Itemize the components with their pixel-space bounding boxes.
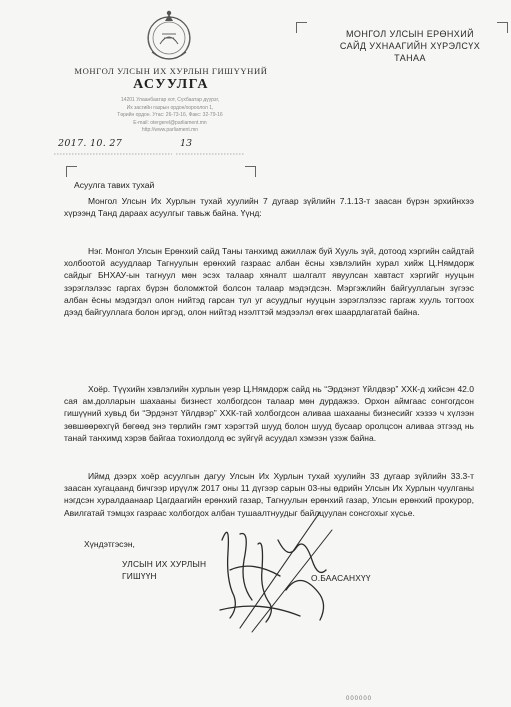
footer-mark: 000000 [346, 696, 373, 702]
org-name: МОНГОЛ УЛСЫН ИХ ХУРЛЫН ГИШҮҮНИЙ [74, 66, 268, 76]
contact-address-line: Их засгийн газрын ордон/хороолол 1, [126, 104, 214, 111]
contact-info [70, 97, 270, 135]
reference-date: 2017. 10. 27 [58, 138, 123, 149]
paragraph-first-question: Нэг. Монгол Улсын Ерөнхий сайд Таны танхимд ажиллаж буй Хууль зүй, дотоод хэргийн сайдтай холбоотой асуудлаар Тагнуулын ерөнхий газраас албан ёсны хэвлэлийн хурал хийж Ц.Нямдорж сайдыг БНХАУ-ын тагнуул мөн эсэх талаар хяналт шалгалт явуулсан хавтаст хэргийг нууцын зэрэглэлээс гаргах бүрэн боломжтой болсон талаар мэдэгдсэн. Мэргэжлийн байгууллагын зүгээс албан ёсны мэдэгдэл олон нийтэд гарсан тул уг асуудлыг нууцын зэрэглэлээс гаргаж хууль тогтоох дээд байгууллага болон иргэд, олон нийтэд нээлттэй мэдээлэл өгөх шаардлагатай байна. [64, 246, 474, 318]
subject-corner-mark [245, 166, 256, 177]
signatory-title-line: УЛСЫН ИХ ХУРЛЫН [122, 559, 207, 569]
signatory-title-line: ГИШҮҮН [122, 571, 157, 582]
contact-website-line: http://www.parliament.mn [141, 127, 199, 134]
paragraph-intro: Монгол Улсын Их Хурлын тухай хуулийн 7 дугаар зүйлийн 7.1.13-т заасан бүрэн эрхийнхээ хүрээнд Танд дараах асуулгыг тавьж байна. Үүнд: [64, 196, 474, 219]
document-type: АСУУЛГА [133, 77, 209, 92]
state-emblem-icon [142, 8, 196, 64]
paragraph-request: Иймд дээрх хоёр асуулгын дагуу Улсын Их Хурлын тухай хуулийн 33 дугаар зүйлийн 33.3-т заасан хугацаанд бичгээр ирүүлж 2017 оны 11 дүгээр сарын 03-ны өдрийн Улсын Их Хурлын чуулганы нэгдсэн хуралдаанаар Цагдаагийн ерөнхий газар, Тагнуулын ерөнхий газар, Улсын ерөнхий прокурор, Авилгатай тэмцэх газраас холбогдох албан тушаалтнуудыг байлцуулан сонсгохыг хүсье. [64, 471, 474, 518]
contact-address-line: 14201 Улаанбаатар хот, Сүхбаатар дүүрэг, [120, 97, 220, 103]
subject-corner-mark [66, 166, 77, 177]
recipient-line: ТАНАА [394, 53, 426, 64]
reference-number: 13 [180, 138, 193, 149]
signatory-title [122, 558, 206, 582]
recipient-line: САЙД УХНААГИЙН ХҮРЭЛСҮХ [339, 41, 481, 52]
paragraph-second-question: Хоёр. Түүхийн хэвлэлийн хурлын үеэр Ц.Нямдорж сайд нь “Эрдэнэт Үйлдвэр” ХХК-д хийсэн 42.0 сая ам.долларын шахааны бизнест холбогдсон талаар мөн дурдажээ. Орхон аймгаас сонгогдсон гишүүний хувьд би “Эрдэнэт Үйлдвэр” ХХК-тай холбогдсон аливаа шахааны бизнесийг хэзээ ч хүлээн зөвшөөрөхгүй бөгөөд энэ төрлийн гэмт хэрэгтэй шууд болон шууд бусаар оролцсон аливаа этгээд нь танай танхимд хэрэв байгаа тохиолдолд өс зүйгүй асуудал хэмээн үзэж байна. [64, 384, 474, 443]
address-corner-mark [296, 22, 307, 33]
recipient-block [312, 28, 508, 65]
signatory-name: О.БААСАНХҮҮ [311, 573, 371, 583]
contact-phone-line: Төрийн ордон. Утас: 26-73-16, Факс: 32-79-16 [117, 112, 223, 119]
contact-email-line: E-mail: otergerel@parliament.mn [133, 119, 207, 126]
recipient-line: МОНГОЛ УЛСЫН ЕРӨНХИЙ [346, 29, 474, 39]
closing-salutation: Хүндэтгэсэн, [84, 539, 135, 549]
subject-line: Асуулга тавих тухай [74, 180, 155, 190]
